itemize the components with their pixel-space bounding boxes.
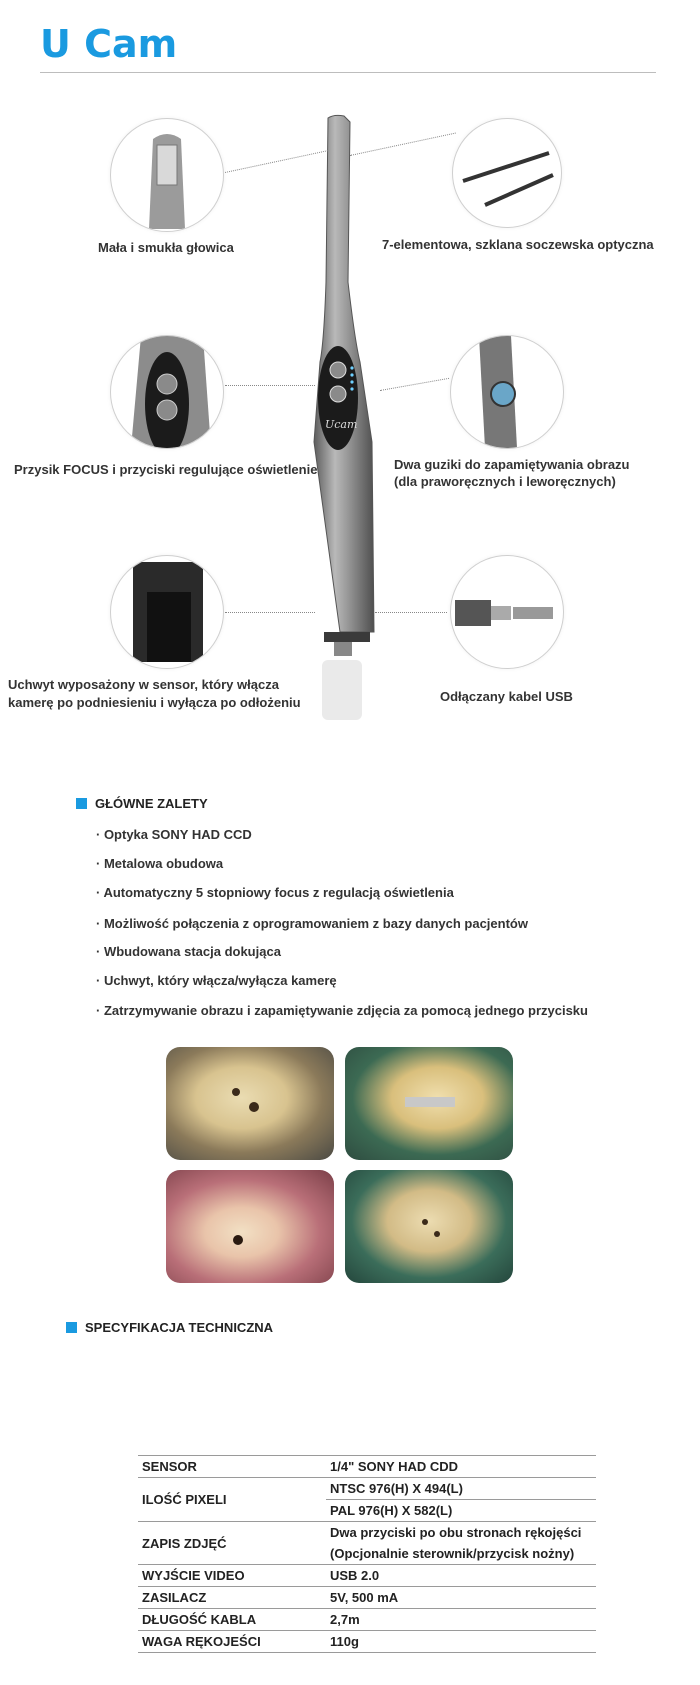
table-row — [138, 1631, 596, 1653]
feature-label: Mała i smukła głowica — [98, 240, 234, 255]
feature-label: Odłączany kabel USB — [440, 689, 573, 704]
spec-value: 2,7m — [326, 1609, 596, 1631]
table-row — [138, 1587, 596, 1609]
spec-key: ILOŚĆ PIXELI — [138, 1478, 326, 1522]
table-row — [138, 1609, 596, 1631]
capture-button-image — [450, 335, 564, 449]
feature-label: Przysik FOCUS i przyciski regulujące oświetlenie — [14, 462, 318, 477]
spec-value: PAL 976(H) X 582(L) — [326, 1500, 596, 1522]
feature-label: Dwa guziki do zapamiętywania obrazu — [394, 457, 630, 472]
intraoral-camera-image — [300, 112, 400, 722]
feature-label: (dla praworęcznych i leworęcznych) — [394, 474, 616, 489]
spec-value: 1/4" SONY HAD CDD — [326, 1456, 596, 1478]
title-divider — [40, 72, 656, 73]
table-row — [138, 1478, 596, 1500]
page-title: U Cam — [40, 22, 178, 66]
advantage-item: · Możliwość połączenia z oprogramowaniem z bazy danych pacjentów — [96, 916, 528, 931]
connector-line — [225, 612, 315, 613]
focus-buttons-image — [110, 335, 224, 449]
table-row — [138, 1456, 596, 1478]
spec-key: WYJŚCIE VIDEO — [138, 1565, 326, 1587]
feature-label: 7-elementowa, szklana soczewska optyczna — [382, 237, 654, 252]
spec-key: WAGA RĘKOJEŚCI — [138, 1631, 326, 1653]
table-row — [138, 1522, 596, 1544]
feature-label: kamerę po podniesieniu i wyłącza po odłożeniu — [8, 695, 301, 710]
spec-value: Dwa przyciski po obu stronach rękojęści — [326, 1522, 596, 1544]
table-row — [138, 1565, 596, 1587]
spec-key: DŁUGOŚĆ KABLA — [138, 1609, 326, 1631]
spec-key: SENSOR — [138, 1456, 326, 1478]
spec-heading: SPECYFIKACJA TECHNICZNA — [66, 1320, 273, 1335]
feature-label: Uchwyt wyposażony w sensor, który włącza — [8, 677, 279, 692]
dental-photo — [166, 1170, 334, 1283]
advantage-item: · Uchwyt, który włącza/wyłącza kamerę — [96, 973, 337, 988]
advantage-item: · Metalowa obudowa — [96, 856, 224, 871]
spec-key: ZASILACZ — [138, 1587, 326, 1609]
connector-line — [225, 385, 315, 386]
spec-table — [138, 1455, 596, 1653]
dental-photo — [345, 1047, 513, 1160]
head-detail-image — [110, 118, 224, 232]
connector-line — [375, 612, 447, 613]
spec-key: ZAPIS ZDJĘĆ — [138, 1522, 326, 1565]
section-square-icon — [76, 798, 87, 809]
spec-value: NTSC 976(H) X 494(L) — [326, 1478, 596, 1500]
usb-cable-image — [450, 555, 564, 669]
spec-value: USB 2.0 — [326, 1565, 596, 1587]
spec-value: 5V, 500 mA — [326, 1587, 596, 1609]
advantage-item: · Optyka SONY HAD CCD — [96, 827, 252, 842]
advantage-item: · Wbudowana stacja dokująca — [96, 944, 281, 959]
section-square-icon — [66, 1322, 77, 1333]
advantage-item: · Zatrzymywanie obrazu i zapamiętywanie zdjęcia za pomocą jednego przycisku — [96, 1003, 588, 1018]
advantage-item: · Automatyczny 5 stopniowy focus z regulacją oświetlenia — [96, 885, 454, 900]
sensor-holder-image — [110, 555, 224, 669]
spec-value: (Opcjonalnie sterownik/przycisk nożny) — [330, 1546, 575, 1561]
dental-photo — [166, 1047, 334, 1160]
spec-value: 110g — [326, 1631, 596, 1653]
device-brand-label: Ucam — [325, 418, 358, 431]
advantages-heading: GŁÓWNE ZALETY — [76, 796, 208, 811]
dental-photo — [345, 1170, 513, 1283]
lens-detail-image — [452, 118, 562, 228]
